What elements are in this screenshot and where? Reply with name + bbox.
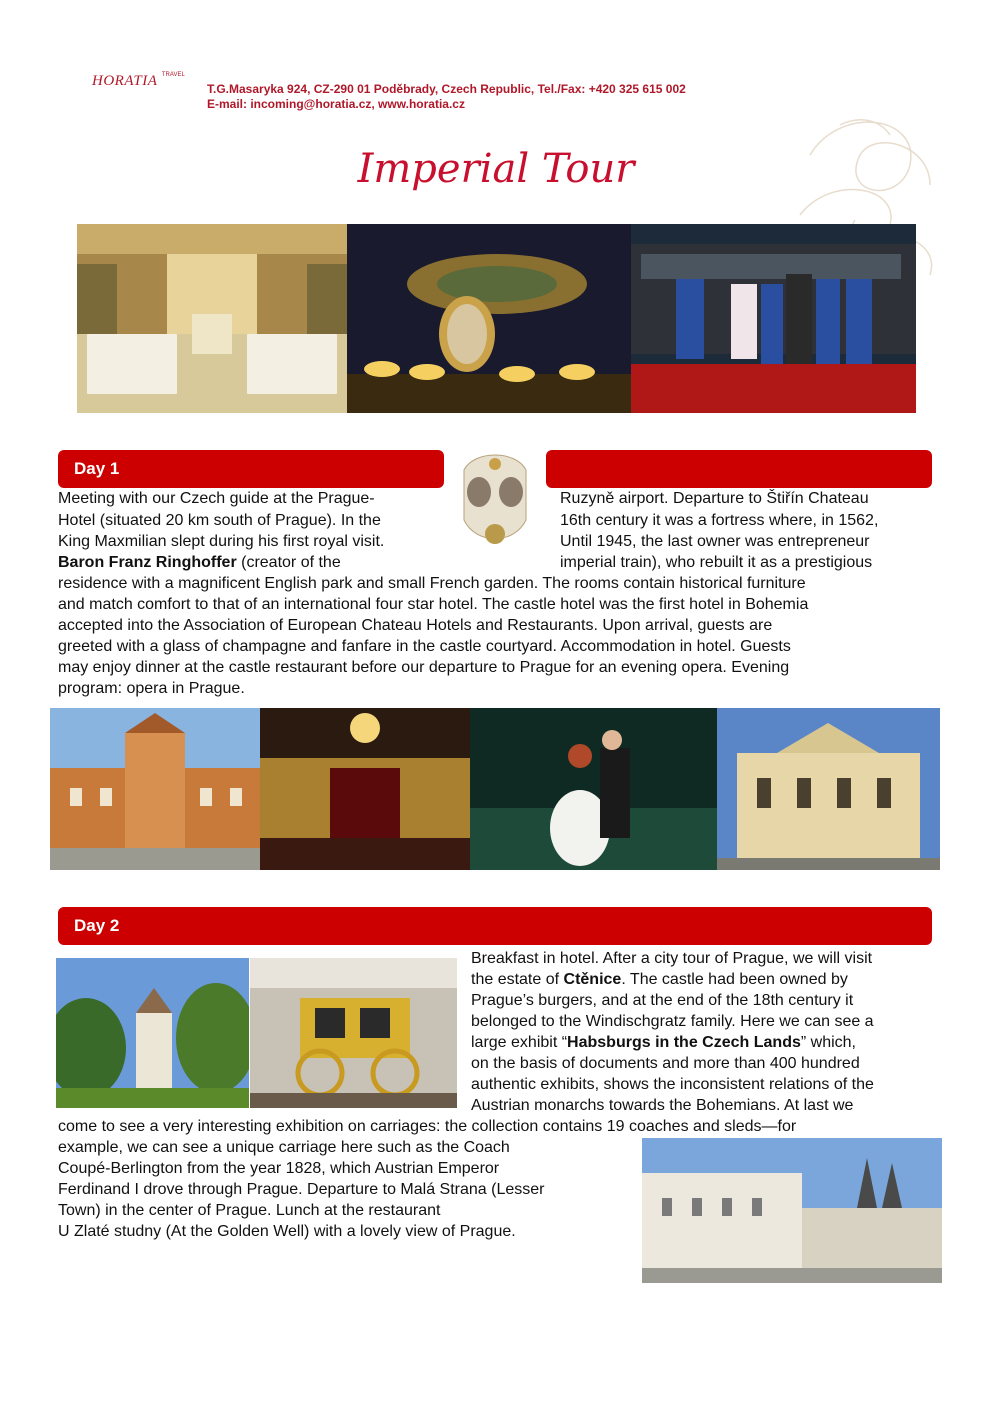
day2-line-f2: example, we can see a unique carriage here such as the Coach — [58, 1139, 510, 1156]
day2-line-f4: Ferdinand I drove through Prague. Departure to Malá Strana (Lesser — [58, 1181, 545, 1198]
day1-line-2b: 16th century it was a fortress where, in 1562, — [560, 512, 879, 529]
day2-label: Day 2 — [74, 916, 120, 935]
day1-line-6: and match comfort to that of an international four star hotel. The castle hotel was the first hotel in Bohemia — [58, 596, 809, 613]
day1-line-5: residence with a magnificent English park and small French garden. The rooms contain historical furniture — [58, 575, 806, 592]
day2-line-r8: Austrian monarchs towards the Bohemians. At last we — [471, 1097, 854, 1114]
day1-line-10: program: opera in Prague. — [58, 680, 245, 697]
page-title: Imperial Tour — [357, 146, 635, 192]
day1-bar-right — [546, 450, 932, 488]
stirin-chateau-photo — [50, 708, 260, 870]
day1-label: Day 1 — [74, 459, 120, 478]
imperial-train-guards-photo — [631, 224, 916, 413]
day2-line-r2: the estate of Ctěnice. The castle had been owned by — [471, 971, 848, 988]
habsburg-crest-image — [444, 450, 546, 562]
day2-line-r1: Breakfast in hotel. After a city tour of Prague, we will visit — [471, 950, 873, 967]
day1-line-4a: Baron Franz Ringhoffer (creator of the — [58, 554, 341, 571]
day2-line-f3: Coupé-Berlington from the year 1828, which Austrian Emperor — [58, 1160, 500, 1177]
day2-line-f1: come to see a very interesting exhibition on carriages: the collection contains 19 coaches and sleds—for — [58, 1118, 797, 1135]
day2-bar — [58, 907, 932, 945]
day1-line-8: greeted with a glass of champagne and fanfare in the castle courtyard. Accommodation in hotel. Guests — [58, 638, 791, 655]
day2-line-r6: on the basis of documents and more than 400 hundred — [471, 1055, 860, 1072]
day1-line-3b: Until 1945, the last owner was entrepreneur — [560, 533, 870, 550]
day2-line-f6: U Zlaté studny (At the Golden Well) with a lovely view of Prague. — [58, 1223, 516, 1240]
day1-line-7: accepted into the Association of European Chateau Hotels and Restaurants. Upon arrival, guests are — [58, 617, 773, 634]
day1-line-4b: imperial train), who rebuilt it as a prestigious — [560, 554, 873, 571]
opera-performers-photo — [470, 708, 717, 870]
address-line-1: T.G.Masaryka 924, CZ-290 01 Poděbrady, Czech Republic, Tel./Fax: +420 325 615 002 — [207, 82, 686, 96]
address-line-2: E-mail: incoming@horatia.cz, www.horatia.cz — [207, 97, 465, 111]
train-dining-car-photo — [77, 224, 347, 413]
day2-line-r7: authentic exhibits, shows the inconsistent relations of the — [471, 1076, 874, 1093]
day1-line-1a: Meeting with our Czech guide at the Prague- — [58, 490, 375, 507]
day1-bar-left — [58, 450, 444, 488]
state-opera-building-photo — [717, 708, 940, 870]
day2-line-r4: belonged to the Windischgratz family. Here we can see a — [471, 1013, 874, 1030]
day2-line-r5: large exhibit “Habsburgs in the Czech Lands” which, — [471, 1034, 856, 1051]
contact-address — [207, 82, 686, 112]
historic-carriage-photo — [250, 958, 457, 1108]
day1-line-1b: Ruzyně airport. Departure to Štiřín Chateau — [560, 490, 869, 507]
day1-line-2a: Hotel (situated 20 km south of Prague). In the — [58, 512, 381, 529]
day2-line-f5: Town) in the center of Prague. Lunch at the restaurant — [58, 1202, 441, 1219]
horatia-logo: HORATIA $^{TRAVEL}$ — [92, 72, 185, 89]
day2-line-r3: Prague’s burgers, and at the end of the 18th century it — [471, 992, 854, 1009]
champagne-candles-photo — [347, 224, 631, 413]
day1-line-9: may enjoy dinner at the castle restaurant before our departure to Prague for an evening opera. Evening — [58, 659, 790, 676]
day1-line-3a: King Maxmilian slept during his first royal visit. — [58, 533, 385, 550]
opera-house-interior-photo — [260, 708, 470, 870]
ctenice-chateau-photo — [56, 958, 249, 1108]
prague-castle-square-photo — [642, 1138, 942, 1283]
